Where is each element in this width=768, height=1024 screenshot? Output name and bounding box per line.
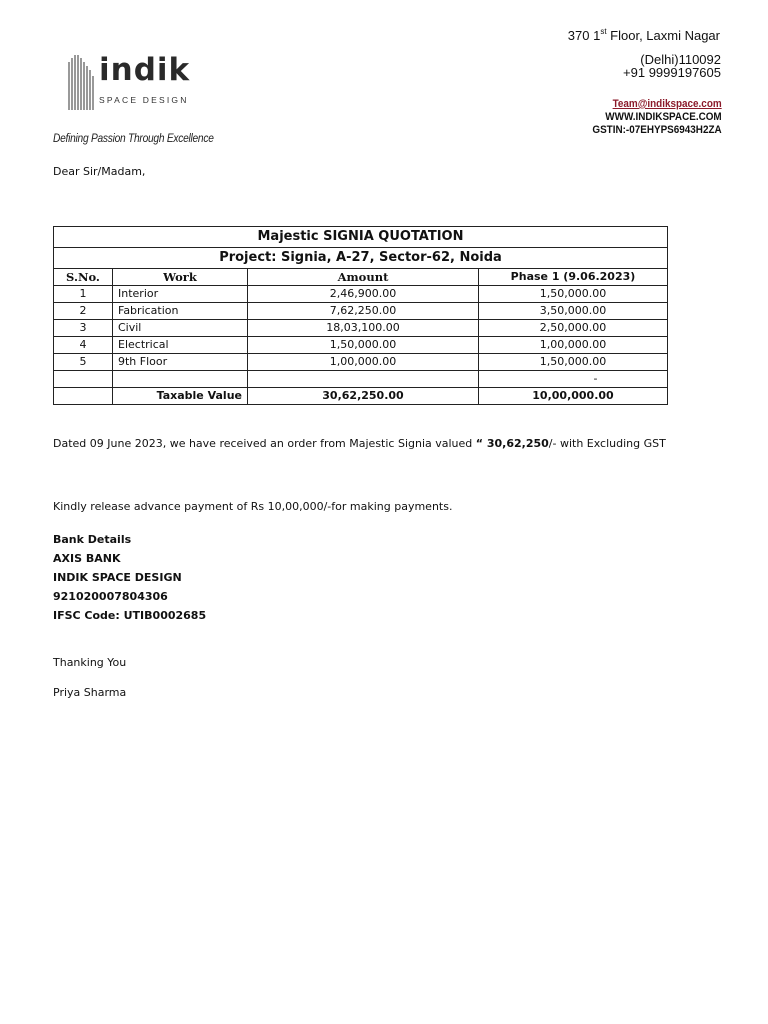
bank-details [53,530,206,625]
cell-sno: 5 [54,354,113,371]
address-line-2: (Delhi)110092 [640,52,721,67]
header-sno: S.No. [54,269,113,286]
cell-phase1: 1,50,000.00 [479,354,668,371]
logo-wordmark: indik [99,52,191,88]
cell-amount: 7,62,250.00 [248,303,479,320]
cell-sno [54,371,113,388]
table-row [54,320,668,337]
website-text: WWW.INDIKSPACE.COM [605,111,722,123]
address-line-1: 370 1st Floor, Laxmi Nagar [567,27,720,43]
cell-phase1: 2,50,000.00 [479,320,668,337]
contact-block [593,98,722,137]
table-row [54,354,668,371]
total-label: Taxable Value [113,388,248,405]
signatory-name: Priya Sharma [53,686,127,699]
cell-work: Fabrication [113,303,248,320]
cell-sno: 1 [54,286,113,303]
table-row [54,303,668,320]
logo-subtitle: SPACE DESIGN [99,95,189,105]
cell-amount [248,371,479,388]
project-title: Project: Signia, A-27, Sector-62, Noida [54,248,668,269]
total-phase1: 10,00,000.00 [479,388,668,405]
account-number: 921020007804306 [53,590,168,603]
cell-sno: 2 [54,303,113,320]
header-phase1: Phase 1 (9.06.2023) [479,269,668,286]
table-row [54,371,668,388]
cell-phase1: 1,50,000.00 [479,286,668,303]
email-link[interactable]: Team@indikspace.com [612,98,722,110]
bank-heading: Bank Details [53,533,132,546]
cell-work: 9th Floor [113,354,248,371]
cell-phase1: - [479,371,668,388]
closing-text: Thanking You [53,656,127,669]
order-text: Dated 09 June 2023, we have received an order from Majestic Signia valued “ 30,62,250/- with Excluding GST [53,437,666,450]
quotation-table [53,226,668,405]
table-row [54,286,668,303]
table-row [54,337,668,354]
cell-sno: 3 [54,320,113,337]
gstin-text: GSTIN:-07EHYPS6943H2ZA [592,124,722,136]
account-name: INDIK SPACE DESIGN [53,571,182,584]
cell-amount: 18,03,100.00 [248,320,479,337]
cell-work [113,371,248,388]
cell-amount: 2,46,900.00 [248,286,479,303]
cell-work: Electrical [113,337,248,354]
cell-work: Civil [113,320,248,337]
bank-name: AXIS BANK [53,552,121,565]
cell-phase1: 1,00,000.00 [479,337,668,354]
cell-amount: 1,00,000.00 [248,354,479,371]
header-amount: Amount [248,269,479,286]
cell-sno: 4 [54,337,113,354]
salutation: Dear Sir/Madam, [53,165,146,178]
phone-number: +91 9999197605 [623,65,721,80]
total-row [54,388,668,405]
ifsc-code: IFSC Code: UTIB0002685 [53,609,207,622]
advance-text: Kindly release advance payment of Rs 10,00,000/-for making payments. [53,500,453,513]
cell-phase1: 3,50,000.00 [479,303,668,320]
cell-amount: 1,50,000.00 [248,337,479,354]
cell-work: Interior [113,286,248,303]
total-amount: 30,62,250.00 [248,388,479,405]
quotation-title: Majestic SIGNIA QUOTATION [54,227,668,248]
header-work: Work [113,269,248,286]
tagline: Defining Passion Through Excellence [53,131,214,145]
